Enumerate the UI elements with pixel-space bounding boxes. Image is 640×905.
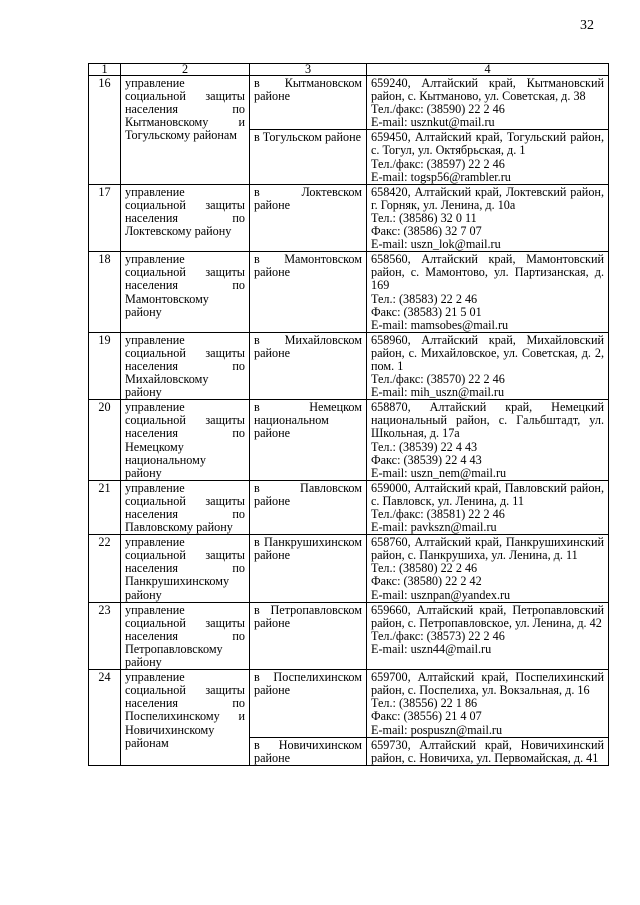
email-line: E-mail: uszn44@mail.ru xyxy=(371,641,492,656)
phone-line: Тел.: (38539) 22 4 43 xyxy=(371,439,478,454)
row-number: 17 xyxy=(89,184,121,251)
header-col-4: 4 xyxy=(367,64,609,76)
address-cell xyxy=(367,130,609,184)
postal-address: 659450, Алтайский край, Тогульский район, с. Тогул, ул. Октябрьская, д. 1 xyxy=(371,130,604,158)
district-name: в Панкрушихинском районе xyxy=(250,535,367,602)
address-cell xyxy=(367,737,609,765)
phone-line: Тел./факс: (38573) 22 2 46 xyxy=(371,628,505,643)
address-cell xyxy=(367,670,609,737)
row-number: 16 xyxy=(89,76,121,185)
phone-line: Тел./факс: (38597) 22 2 46 xyxy=(371,156,505,171)
phone-line: Тел.: (38580) 22 2 46 xyxy=(371,561,478,576)
district-name: в Поспелихинском районе xyxy=(250,670,367,737)
district-name: в Михайловском районе xyxy=(250,332,367,399)
phone-line: Факс: (38580) 22 2 42 xyxy=(371,574,482,589)
phone-line: Тел./факс: (38590) 22 2 46 xyxy=(371,102,505,117)
district-name: в Мамонтовском районе xyxy=(250,252,367,333)
email-line: E-mail: uszn_nem@mail.ru xyxy=(371,465,507,480)
table-row xyxy=(89,670,609,737)
district-name: в Немецком национальном районе xyxy=(250,400,367,481)
phone-line: Тел./факс: (38570) 22 2 46 xyxy=(371,372,505,387)
postal-address: 659730, Алтайский край, Новичихинский район, с. Новичиха, ул. Первомайская, д. 41 xyxy=(371,737,604,765)
table-row xyxy=(89,602,609,669)
district-name: в Кытмановском районе xyxy=(250,76,367,130)
table-row xyxy=(89,332,609,399)
email-line: E-mail: pavkszn@mail.ru xyxy=(371,520,497,535)
email-line: E-mail: mih_uszn@mail.ru xyxy=(371,385,505,400)
phone-line: Тел.: (38583) 22 2 46 xyxy=(371,291,478,306)
phone-line: Факс: (38586) 32 7 07 xyxy=(371,224,482,239)
contacts-table xyxy=(88,63,609,766)
organization-name: управление социальной защиты населения по Кытмановскому и Тогульскому районам xyxy=(121,76,250,185)
table-row xyxy=(89,252,609,333)
table-row xyxy=(89,184,609,251)
header-col-3: 3 xyxy=(250,64,367,76)
organization-name: управление социальной защиты населения по Мамонтовскому району xyxy=(121,252,250,333)
header-col-1: 1 xyxy=(89,64,121,76)
address-cell xyxy=(367,332,609,399)
phone-line: Тел.: (38586) 32 0 11 xyxy=(371,210,477,225)
address-cell xyxy=(367,252,609,333)
phone-line: Факс: (38539) 22 4 43 xyxy=(371,452,482,467)
page-number: 32 xyxy=(580,18,594,33)
email-line: E-mail: usznkut@mail.ru xyxy=(371,115,495,130)
address-cell xyxy=(367,535,609,602)
email-line: E-mail: pospuszn@mail.ru xyxy=(371,722,503,737)
organization-name: управление социальной защиты населения по Михайловскому району xyxy=(121,332,250,399)
organization-name: управление социальной защиты населения по Панкрушихинскому району xyxy=(121,535,250,602)
postal-address: 658760, Алтайский край, Панкрушихинский район, с. Панкрушиха, ул. Ленина, д. 11 xyxy=(371,535,604,563)
district-name: в Новичихинском районе xyxy=(250,737,367,765)
row-number: 21 xyxy=(89,480,121,534)
district-name: в Павловском районе xyxy=(250,480,367,534)
email-line: E-mail: togsp56@rambler.ru xyxy=(371,169,511,184)
row-number: 19 xyxy=(89,332,121,399)
organization-name: управление социальной защиты населения по Павловскому району xyxy=(121,480,250,534)
table-body xyxy=(89,76,609,766)
row-number: 22 xyxy=(89,535,121,602)
district-name: в Тогульском районе xyxy=(250,130,367,184)
row-number: 24 xyxy=(89,670,121,766)
address-cell xyxy=(367,76,609,130)
email-line: E-mail: mamsobes@mail.ru xyxy=(371,317,509,332)
table-row xyxy=(89,76,609,130)
table-row xyxy=(89,480,609,534)
table-row xyxy=(89,400,609,481)
postal-address: 659240, Алтайский край, Кытмановский район, с. Кытманово, ул. Советская, д. 38 xyxy=(371,76,604,104)
address-cell xyxy=(367,400,609,481)
header-row xyxy=(89,64,609,76)
postal-address: 658420, Алтайский край, Локтевский район, г. Горняк, ул. Ленина, д. 10а xyxy=(371,184,604,212)
row-number: 23 xyxy=(89,602,121,669)
email-line: E-mail: usznpan@yandex.ru xyxy=(371,587,511,602)
header-col-2: 2 xyxy=(121,64,250,76)
table-row xyxy=(89,535,609,602)
organization-name: управление социальной защиты населения по Локтевскому району xyxy=(121,184,250,251)
postal-address: 659660, Алтайский край, Петропавловский район, с. Петропавловское, ул. Ленина, д. 42 xyxy=(371,602,604,630)
address-cell xyxy=(367,602,609,669)
row-number: 18 xyxy=(89,252,121,333)
organization-name: управление социальной защиты населения по Немецкому национальному району xyxy=(121,400,250,481)
phone-line: Тел./факс: (38581) 22 2 46 xyxy=(371,507,505,521)
postal-address: 659000, Алтайский край, Павловский район, с. Павловск, ул. Ленина, д. 11 xyxy=(371,480,604,508)
district-name: в Локтевском районе xyxy=(250,184,367,251)
email-line: E-mail: uszn_lok@mail.ru xyxy=(371,237,501,252)
postal-address: 658870, Алтайский край, Немецкий национальный район, с. Гальбштадт, ул. Школьная, д. 17а xyxy=(371,400,604,441)
phone-line: Тел.: (38556) 22 1 86 xyxy=(371,696,478,711)
address-cell xyxy=(367,184,609,251)
postal-address: 658960, Алтайский край, Михайловский район, с. Михайловское, ул. Советская, д. 2, пом. 1 xyxy=(371,332,604,373)
row-number: 20 xyxy=(89,400,121,481)
postal-address: 659700, Алтайский край, Поспелихинский район, с. Поспелиха, ул. Вокзальная, д. 16 xyxy=(371,670,604,698)
phone-line: Факс: (38556) 21 4 07 xyxy=(371,709,482,724)
phone-line: Факс: (38583) 21 5 01 xyxy=(371,304,482,319)
organization-name: управление социальной защиты населения по Поспелихинскому и Новичихинскому районам xyxy=(121,670,250,766)
district-name: в Петропавловском районе xyxy=(250,602,367,669)
organization-name: управление социальной защиты населения по Петропавловскому району xyxy=(121,602,250,669)
address-cell xyxy=(367,480,609,534)
postal-address: 658560, Алтайский край, Мамонтовский район, с. Мамонтово, ул. Партизанская, д. 169 xyxy=(371,252,604,293)
